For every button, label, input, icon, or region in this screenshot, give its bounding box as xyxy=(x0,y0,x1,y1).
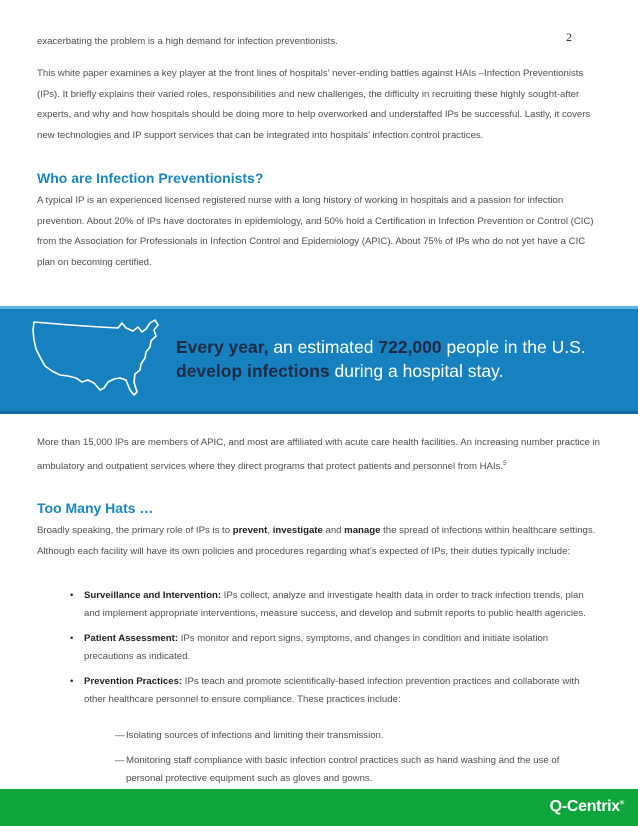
footnote-mark: 5 xyxy=(503,460,507,467)
trademark-mark: ® xyxy=(619,800,624,807)
sub-list-item xyxy=(115,727,585,745)
sub-item-text: Isolating sources of infections and limiting their transmission. xyxy=(126,730,384,741)
banner-statement xyxy=(176,335,616,383)
hats-text-b: the spread of infections within healthcare settings. Although each facility will have its own policies and procedures regarding what’s expected of IPs, their duties typically include: xyxy=(37,525,596,557)
keyword-investigate: investigate xyxy=(272,525,323,536)
keyword-prevent: prevent xyxy=(232,525,268,536)
list-item xyxy=(70,587,590,624)
bullet-text: IPs collect, analyze and investigate health data in order to track infection trends, plan and implement appropriate interventions, measure success, and develop and submit reports to public health agencies. xyxy=(84,590,586,620)
bullet-text: IPs teach and promote scientifically-based infection prevention practices and collaborate with other healthcare personnel to ensure compliance. These practices include: xyxy=(84,675,580,706)
banner-text-3: during a hospital stay. xyxy=(329,361,504,381)
intro-paragraph-continued: exacerbating the problem is a high demand for infection preventionists. xyxy=(37,36,338,47)
hats-sep-2: and xyxy=(322,525,345,536)
banner-bold-every-year: Every year, xyxy=(176,337,269,357)
banner-bold-count: 722,000 xyxy=(378,337,442,357)
bullet-glyph: • xyxy=(70,675,74,687)
us-map-icon xyxy=(30,316,164,402)
sub-item-text: Monitoring staff compliance with basic infection control practices such as hand washing and the use of personal protective equipment such as gloves and gowns. xyxy=(126,755,560,785)
banner-bottom-edge xyxy=(0,411,638,414)
banner-text-1: an estimated xyxy=(268,337,379,357)
section-body-too-many-hats xyxy=(37,521,603,562)
keyword-manage: manage xyxy=(344,525,381,536)
section-heading-who-are-ips: Who are Infection Preventionists? xyxy=(37,170,264,186)
page-number: 2 xyxy=(566,30,572,44)
banner-bold-infections: develop infections xyxy=(176,361,330,381)
dash-glyph: — xyxy=(115,730,125,741)
footer-bar xyxy=(0,789,638,826)
list-item xyxy=(70,673,590,710)
sub-list-item xyxy=(115,752,585,789)
duties-list xyxy=(70,587,590,712)
apic-text: More than 15,000 IPs are members of APIC, and most are affiliated with acute care health facilities. An increasing number practice in ambulatory and outpatient services where they direct programs that protect patients and personnel from HAIs. xyxy=(37,437,600,472)
banner-top-edge xyxy=(0,306,638,309)
section-body-who-are-ips: A typical IP is an experienced licensed registered nurse with a long history of working in hospitals and a passion for infection prevention. About 20% of IPs have doctorates in epidemiology, and 50% hold a Certification in Infection Prevention or Control (CIC) from the Association for Professionals in Infection Control and Epidemiology (APIC). About 75% of IPs who do not yet have a CIC plan on becoming certified. xyxy=(37,195,594,268)
bullet-glyph: • xyxy=(70,590,74,601)
hats-text-a: Broadly speaking, the primary role of IPs is to xyxy=(37,525,233,536)
section-body-apic-members xyxy=(37,433,603,477)
bullet-glyph: • xyxy=(70,632,74,644)
section-heading-too-many-hats: Too Many Hats … xyxy=(37,500,154,516)
dash-glyph: — xyxy=(115,755,125,766)
bullet-title: Patient Assessment: xyxy=(84,632,179,644)
bullet-text: IPs monitor and report signs, symptoms, and changes in condition and initiate isolation precautions as indicated. xyxy=(84,632,549,663)
q-centrix-logo xyxy=(550,798,624,816)
bullet-title: Prevention Practices: xyxy=(84,675,183,687)
banner-text-2: people in the U.S. xyxy=(441,337,586,357)
intro-paragraph: This white paper examines a key player at the front lines of hospitals’ never-ending battles against HAIs –Infection Preventionists (IPs). It briefly explains their varied roles, responsibilities and new challenges, the difficulty in recruiting these highly sought-after experts, and why and how hospitals should be doing more to help overworked and understaffed IPs be successful. Lastly, it covers new technologies and IP support services that can be integrated into hospitals’ infection control practices. xyxy=(37,68,591,141)
bullet-title: Surveillance and Intervention: xyxy=(84,590,222,601)
logo-text: Q-Centrix xyxy=(549,798,620,815)
hats-sep-1: , xyxy=(267,525,273,536)
list-item xyxy=(70,630,590,667)
stat-banner xyxy=(0,306,638,414)
